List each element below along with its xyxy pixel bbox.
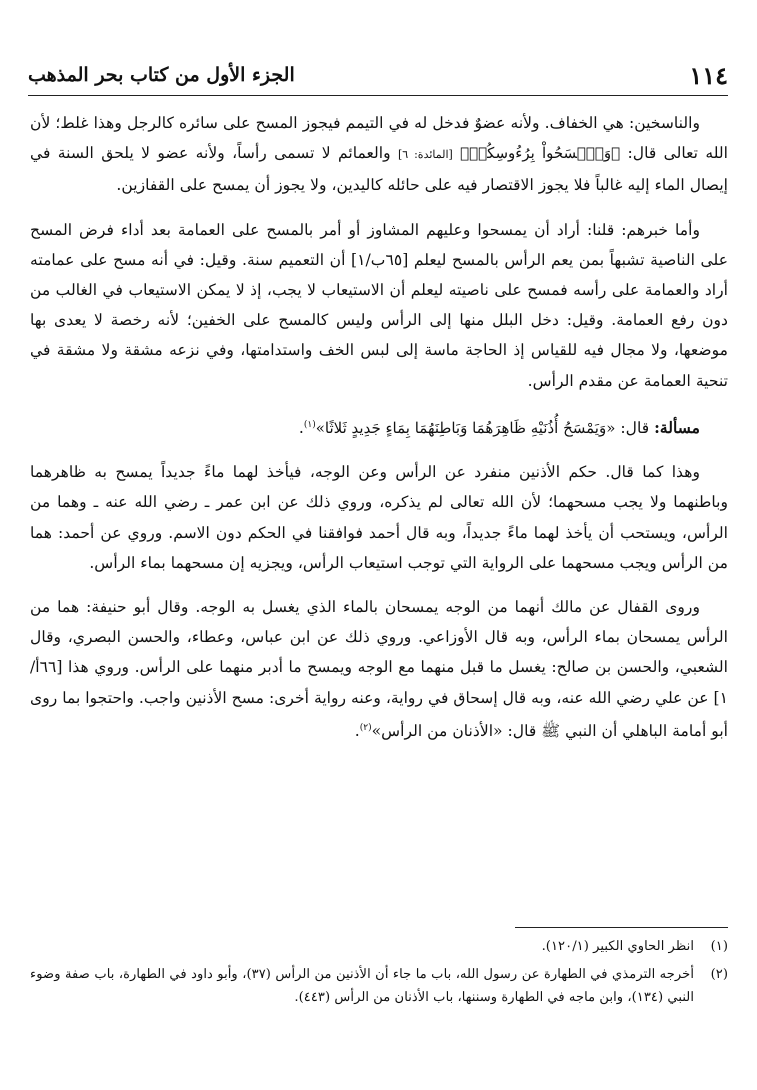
paragraph-text: . xyxy=(354,722,360,741)
footnote-text: انظر الحاوي الكبير (١٢٠/١). xyxy=(541,939,694,954)
quran-verse: ﴿وَٱمۡسَحُواْ بِرُءُوسِكُمۡ﴾ xyxy=(460,144,621,163)
paragraph-text: والناسخين: هي الخفاف. ولأنه عضوٌ فدخل له في التيمم فيجوز المسح على سائره كالرجل وهذا غلط؛ لأن الله تعالى قال: xyxy=(30,114,728,163)
paragraph-5 xyxy=(30,592,728,746)
footnote-number: (٢) xyxy=(710,967,728,982)
footnote-marker: (١) xyxy=(303,419,316,430)
footnote-2 xyxy=(30,963,728,1009)
paragraph-4: وهذا كما قال. حكم الأذنين منفرد عن الرأس وعن الوجه، فيأخذ لهما ماءً جديداً يمسح به ظاهرهما وباطنهما ولا يجب مسحهما؛ لأن الله تعالى لم يذكره، وروي ذلك عن ابن عمر ـ رضي الله عنه ـ وهما من الرأس، ويستحب أن يأخذ لهما ماءً جديداً، وبه قال أحمد فوافقنا في الحكم دون الاسم. وروي عن أحمد: هما من الرأس ويجب مسحهما على الرواية التي توجب استيعاب الرأس، ويجزيه إن مسحهما بماء الرأس. xyxy=(30,463,728,572)
footnote-marker: (٢) xyxy=(359,722,372,733)
footnote-text: أخرجه الترمذي في الطهارة عن رسول الله، باب ما جاء أن الأذنين من الرأس (٣٧)، وأبو داود في الطهارة، باب صفة وضوء النبي (١٣٤)، وابن ماجه في الطهارة وسننها، باب الأذنان من الرأس (٤٤٣). xyxy=(30,967,694,1005)
verse-reference: [المائدة: ٦] xyxy=(397,148,453,162)
footnote-number: (١) xyxy=(710,939,728,954)
masala-label: مسألة: xyxy=(654,418,700,438)
paragraph-text: . xyxy=(298,419,304,438)
running-title: الجزء الأول من كتاب بحر المذهب xyxy=(28,64,295,86)
quoted-text: «وَيَمْسَحُ أُذُنَيْهِ ظَاهِرَهُمَا وَبَاطِنَهُمَا بِمَاءٍ جَدِيدٍ ثَلاثًا» xyxy=(315,419,616,438)
paragraph-text: وروى القفال عن مالك أنهما من الوجه يمسحان بالماء الذي يغسل به الوجه. وقال أبو حنيفة: هما من الرأس يمسحان بماء الرأس، وبه قال الأوزاعي. وروي ذلك عن ابن عباس، وعطاء، والحسن البصري، وقال الشعبي، والحسن بن صالح: يغسل ما قبل منهما مع الوجه ويمسح ما أدبر منهما على الرأس. وروي هذا [٦٦أ/١] عن علي رضي الله عنه، وبه قال إسحاق في رواية، وعنه رواية أخرى: مسح الأذنين واجب. واحتجوا بما روى أبو أمامة الباهلي أن النبي ﷺ قال: «الأذنان من الرأس» xyxy=(30,598,728,741)
paragraph-2: وأما خبرهم: قلنا: أراد أن يمسحوا وعليهم المشاوز أو أمر بالمسح على العمامة بعد أداء فرض المسح على الناصية تشبهاً بمن يعم الرأس بالمسح ليعلم [٦٥ب/١] أن التعميم سنة. وقيل: في أنه مسح على عمامته أراد والعمامة على رأسه فمسح على ناصيته ليعلم أن الاستيعاب لا يجب، إذ لا يمكن الاستيعاب في الغالب من دون رفع العمامة. وقيل: دخل البلل منها إلى الرأس وليس كالمسح على الخفين؛ لأنه رخصة لا يعدى بها موضعها، ولا مجال فيه للقياس إذ الحاجة ماسة إلى لبس الخف واستدامتها، وفي نزعه مشقة ولا مشقة في تنحية العمامة عن مقدم الرأس. xyxy=(30,220,729,390)
footnote-1 xyxy=(30,935,728,958)
paragraph-text: قال: xyxy=(615,419,655,438)
footnotes xyxy=(30,935,728,1014)
page-header xyxy=(28,58,728,92)
footnote-rule xyxy=(515,927,728,928)
paragraph-masala xyxy=(30,410,728,443)
main-text xyxy=(30,108,728,760)
paragraph-1 xyxy=(30,108,728,201)
header-rule xyxy=(28,95,728,96)
paragraph-text: والعمائم لا تسمى رأساً، ولأنه عضو لا يلحق السنة في إيصال الماء إليه غالباً فلا يجوز الاقتصار فيه على حائله كاليدين، ولا يجوز أن يمسح على القفازين. xyxy=(30,144,728,195)
page-number: ١١٤ xyxy=(689,60,728,90)
